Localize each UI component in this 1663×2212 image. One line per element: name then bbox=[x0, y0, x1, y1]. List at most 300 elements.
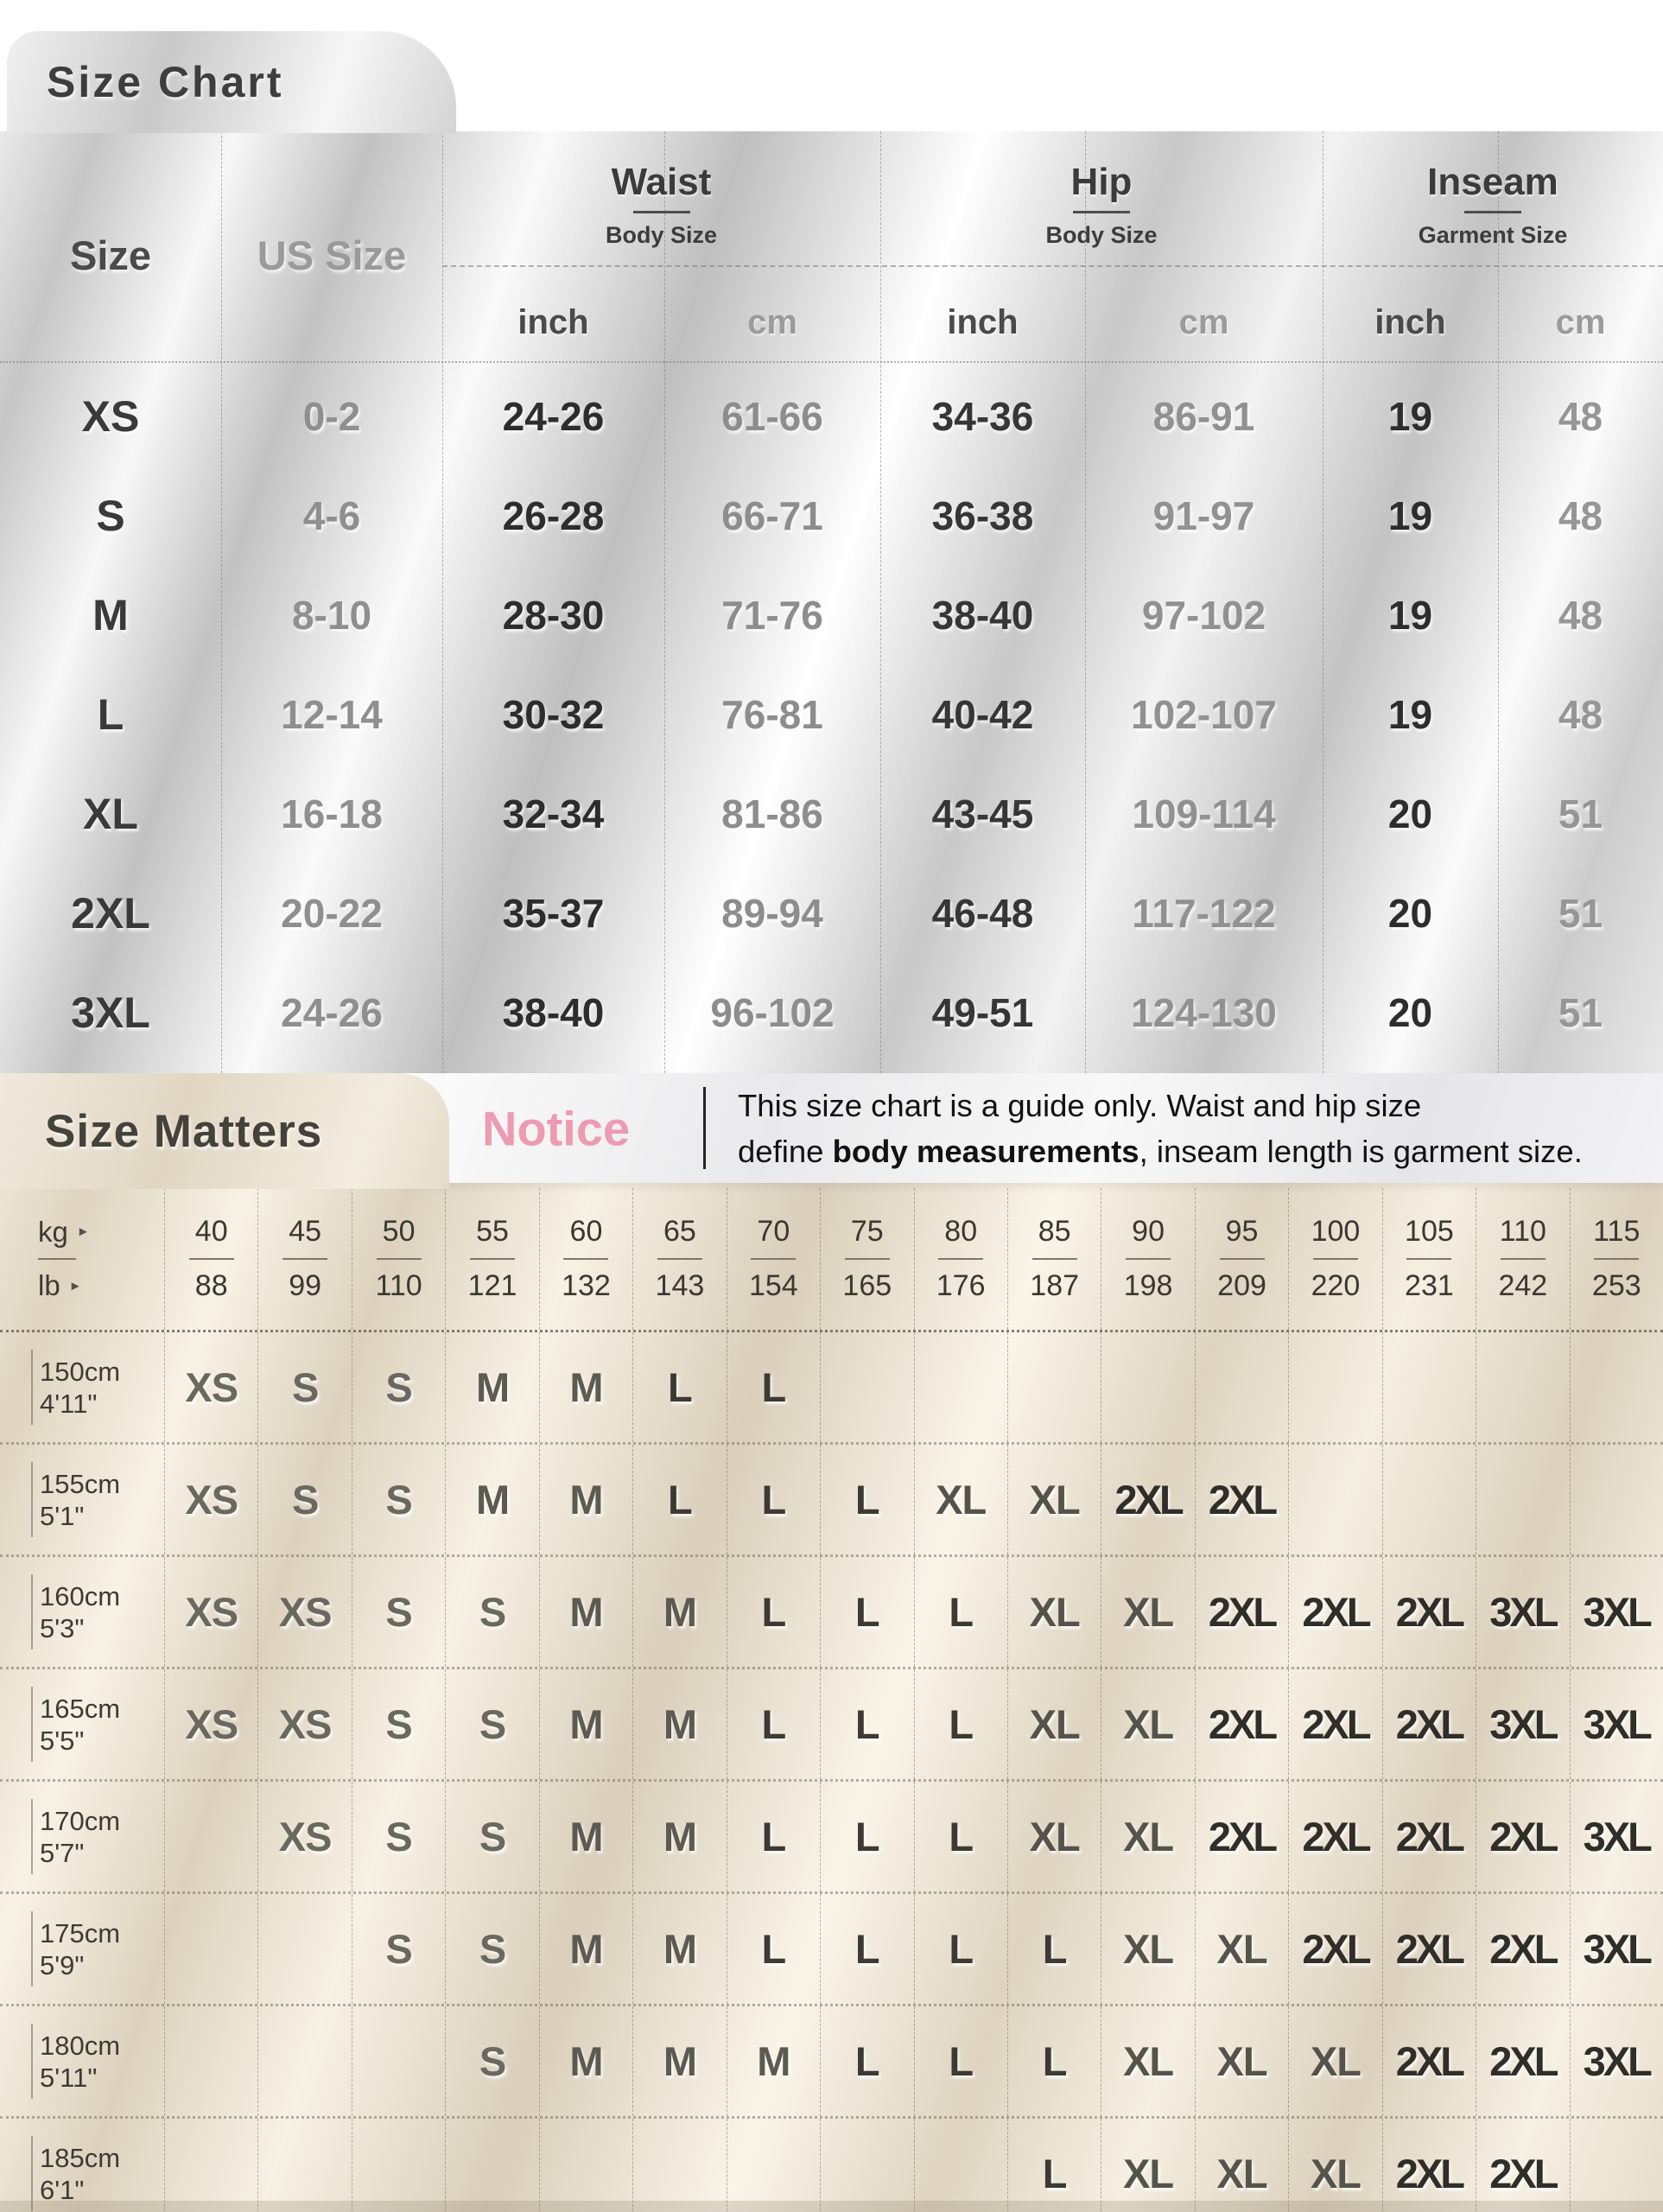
hip-inch-value: 34-36 bbox=[931, 393, 1034, 439]
height-ft: 5'3" bbox=[40, 1612, 85, 1643]
matrix-cell: XL bbox=[1007, 1669, 1101, 1779]
matrix-cell: M bbox=[632, 1894, 726, 2004]
matrix-cell: S bbox=[445, 1894, 538, 2004]
matrix-cell: XS bbox=[257, 1669, 351, 1779]
height-cm: 175cm bbox=[40, 1917, 121, 1948]
unit-divider-line bbox=[563, 1258, 608, 1261]
weight-header bbox=[0, 1188, 1663, 1330]
inseam-cm-header: cm bbox=[1555, 302, 1606, 341]
waist-inch-value: 32-34 bbox=[502, 791, 605, 837]
lb-label: lb ► bbox=[38, 1269, 82, 1302]
lb-value: 121 bbox=[467, 1269, 517, 1303]
weight-column bbox=[1007, 1188, 1101, 1330]
matrix-cell: XS bbox=[164, 1332, 257, 1442]
matrix-cell: M bbox=[539, 1557, 632, 1667]
size-chart-tab bbox=[7, 31, 456, 133]
matrix-cell: 2XL bbox=[1101, 1445, 1194, 1554]
matrix-cell: L bbox=[820, 1782, 913, 1891]
waist-cm-value: 89-94 bbox=[721, 891, 823, 937]
matrix-cell: M bbox=[539, 1669, 632, 1779]
table-row bbox=[0, 664, 1663, 764]
matrix-cell: XL bbox=[1101, 2119, 1194, 2212]
matrix-cell: L bbox=[820, 1445, 913, 1554]
matrix-cell: XL bbox=[1101, 1894, 1194, 2004]
matrix-cell: XL bbox=[914, 1445, 1007, 1554]
matrix-cell: M bbox=[445, 1332, 538, 1442]
unit-divider-line bbox=[1501, 1258, 1546, 1261]
waist-inch-header: inch bbox=[517, 302, 589, 341]
weight-column bbox=[352, 1188, 445, 1330]
matrix-cell: 3XL bbox=[1570, 1894, 1663, 2004]
matrix-cell: L bbox=[727, 1332, 820, 1442]
height-ft: 6'1" bbox=[40, 2174, 85, 2205]
matrix-cell bbox=[1007, 1332, 1101, 1442]
matrix-row bbox=[0, 1554, 1663, 1667]
height-label bbox=[0, 1557, 164, 1667]
unit-divider-line bbox=[1220, 1258, 1265, 1261]
matrix-cell bbox=[257, 2119, 351, 2212]
matrix-cell: 2XL bbox=[1288, 1669, 1381, 1779]
us-size-value: 4-6 bbox=[302, 493, 361, 538]
matrix-cell: XL bbox=[1101, 1557, 1194, 1667]
matrix-cell bbox=[1570, 2119, 1663, 2212]
matrix-row bbox=[0, 1891, 1663, 2004]
matrix-cell: L bbox=[914, 2006, 1007, 2116]
matrix-cell bbox=[914, 2119, 1007, 2212]
height-cm: 180cm bbox=[40, 2030, 121, 2061]
kg-value: 110 bbox=[1499, 1214, 1546, 1248]
inseam-cm-value: 48 bbox=[1558, 493, 1603, 538]
unit-divider-line bbox=[377, 1258, 422, 1261]
matrix-cell: S bbox=[352, 1894, 445, 2004]
height-cm: 160cm bbox=[40, 1580, 121, 1611]
matrix-cell bbox=[820, 2119, 913, 2212]
weight-column bbox=[820, 1188, 913, 1330]
us-size-value: 20-22 bbox=[281, 891, 383, 937]
size-matters-tab bbox=[0, 1073, 449, 1189]
kg-value: 55 bbox=[476, 1214, 509, 1248]
hip-inch-value: 38-40 bbox=[931, 592, 1034, 638]
height-ft: 5'1" bbox=[40, 1500, 85, 1531]
matrix-row bbox=[0, 1330, 1663, 1442]
matrix-cell: M bbox=[539, 1894, 632, 2004]
unit-divider-line bbox=[845, 1258, 890, 1261]
notice-label: Notice bbox=[482, 1101, 631, 1155]
lb-value: 165 bbox=[842, 1269, 892, 1303]
lb-value: 132 bbox=[562, 1269, 611, 1303]
height-label bbox=[0, 1669, 164, 1779]
weight-column bbox=[1195, 1188, 1288, 1330]
waist-cm-value: 96-102 bbox=[710, 990, 835, 1036]
inseam-inch-header: inch bbox=[1374, 302, 1446, 341]
us-size-value: 24-26 bbox=[281, 990, 383, 1036]
lb-value: 99 bbox=[289, 1269, 322, 1303]
matrix-cell bbox=[539, 2119, 632, 2212]
lb-value: 143 bbox=[655, 1269, 705, 1303]
height-weight-matrix bbox=[0, 1188, 1663, 2212]
matrix-cell bbox=[1288, 1445, 1381, 1554]
kg-value: 70 bbox=[757, 1214, 790, 1248]
size-value: XS bbox=[81, 391, 140, 441]
hip-column-group bbox=[880, 161, 1323, 249]
matrix-cell: M bbox=[539, 1332, 632, 1442]
matrix-cell: L bbox=[727, 1445, 820, 1554]
weight-column bbox=[914, 1188, 1007, 1330]
weight-column bbox=[1382, 1188, 1476, 1330]
lb-value: 209 bbox=[1217, 1269, 1266, 1303]
matrix-cell: 2XL bbox=[1288, 1782, 1381, 1891]
waist-inch-value: 30-32 bbox=[502, 691, 605, 737]
matrix-cell: 2XL bbox=[1476, 2006, 1569, 2116]
inseam-inch-value: 20 bbox=[1387, 791, 1433, 837]
matrix-cell bbox=[164, 1894, 257, 2004]
matrix-cell: 2XL bbox=[1382, 2006, 1476, 2116]
matrix-cell: M bbox=[632, 1669, 726, 1779]
matrix-cell bbox=[445, 2119, 538, 2212]
weight-column bbox=[1570, 1188, 1663, 1330]
size-value: 2XL bbox=[71, 889, 150, 938]
hip-cm-value: 97-102 bbox=[1141, 592, 1266, 638]
matrix-cell: M bbox=[727, 2006, 820, 2116]
height-cm: 165cm bbox=[40, 1693, 121, 1724]
hip-inch-value: 40-42 bbox=[931, 691, 1034, 737]
unit-divider-line bbox=[282, 1258, 327, 1261]
matrix-cell: XL bbox=[1101, 2006, 1194, 2116]
matrix-cell bbox=[352, 2006, 445, 2116]
matrix-row bbox=[0, 2004, 1663, 2116]
hip-inch-header: inch bbox=[947, 302, 1019, 341]
matrix-cell bbox=[1195, 1332, 1288, 1442]
matrix-cell: M bbox=[445, 1445, 538, 1554]
unit-divider-line bbox=[1594, 1258, 1639, 1261]
matrix-cell: L bbox=[1007, 2119, 1101, 2212]
matrix-cell: M bbox=[632, 2006, 726, 2116]
matrix-cell bbox=[914, 1332, 1007, 1442]
size-value: S bbox=[96, 491, 125, 540]
table-row bbox=[0, 963, 1663, 1063]
hip-cm-value: 102-107 bbox=[1131, 691, 1277, 737]
matrix-cell: 2XL bbox=[1382, 1669, 1476, 1779]
matrix-cell: XL bbox=[1007, 1557, 1101, 1667]
inseam-inch-value: 20 bbox=[1387, 990, 1433, 1036]
waist-cm-value: 81-86 bbox=[721, 791, 823, 837]
waist-header: Waist bbox=[611, 161, 712, 203]
matrix-cell: 2XL bbox=[1288, 1557, 1381, 1667]
size-value: XL bbox=[83, 790, 138, 839]
matrix-cell: XS bbox=[257, 1557, 351, 1667]
matrix-cell: XL bbox=[1195, 1894, 1288, 2004]
matrix-cell: 2XL bbox=[1195, 1782, 1288, 1891]
matrix-cell: 2XL bbox=[1382, 1894, 1476, 2004]
matrix-cell: S bbox=[445, 2006, 538, 2116]
kg-value: 100 bbox=[1311, 1214, 1361, 1248]
height-ft: 4'11" bbox=[40, 1388, 98, 1419]
waist-column-group bbox=[442, 161, 880, 249]
size-chart-section bbox=[0, 0, 1663, 1073]
weight-unit-labels bbox=[0, 1188, 164, 1330]
matrix-cell: L bbox=[727, 1782, 820, 1891]
matrix-cell: L bbox=[632, 1332, 726, 1442]
kg-value: 90 bbox=[1132, 1214, 1165, 1248]
table-row bbox=[0, 466, 1663, 565]
kg-value: 95 bbox=[1225, 1214, 1259, 1248]
waist-cm-header: cm bbox=[747, 302, 797, 341]
height-label bbox=[0, 1445, 164, 1554]
matrix-cell: S bbox=[352, 1557, 445, 1667]
lb-value: 242 bbox=[1498, 1269, 1548, 1303]
unit-divider-line bbox=[189, 1258, 234, 1261]
waist-cm-value: 61-66 bbox=[721, 393, 823, 439]
weight-column bbox=[445, 1188, 538, 1330]
matrix-cell: S bbox=[445, 1782, 538, 1891]
matrix-cell: S bbox=[352, 1332, 445, 1442]
matrix-cell: L bbox=[820, 1669, 913, 1779]
matrix-cell: XL bbox=[1288, 2119, 1381, 2212]
size-matters-section bbox=[0, 1073, 1663, 2212]
inseam-cm-value: 51 bbox=[1558, 990, 1603, 1036]
size-matters-title: Size Matters bbox=[45, 1105, 323, 1157]
matrix-cell: XL bbox=[1195, 2119, 1288, 2212]
matrix-cell: M bbox=[539, 2006, 632, 2116]
notice-line-2: define body measurements, inseam length is garment size. bbox=[738, 1133, 1583, 1169]
arrow-right-icon: ► bbox=[68, 1278, 82, 1294]
kg-value: 45 bbox=[289, 1214, 322, 1248]
matrix-cell: 2XL bbox=[1476, 2119, 1569, 2212]
lb-value: 231 bbox=[1405, 1269, 1454, 1303]
height-label bbox=[0, 1894, 164, 2004]
height-ft: 5'9" bbox=[40, 1949, 85, 1980]
kg-value: 85 bbox=[1038, 1214, 1071, 1248]
matrix-cell: XS bbox=[164, 1445, 257, 1554]
matrix-row bbox=[0, 1779, 1663, 1891]
table-row bbox=[0, 864, 1663, 963]
waist-cm-value: 76-81 bbox=[721, 691, 823, 737]
matrix-cell: 2XL bbox=[1195, 1557, 1288, 1667]
matrix-cell: L bbox=[727, 1557, 820, 1667]
matrix-cell: M bbox=[632, 1557, 726, 1667]
hip-inch-value: 46-48 bbox=[931, 891, 1034, 937]
matrix-cell bbox=[1101, 1332, 1194, 1442]
size-chart-table bbox=[0, 131, 1663, 1073]
size-column-header: Size bbox=[69, 232, 152, 278]
matrix-cell bbox=[727, 2119, 820, 2212]
size-table-body bbox=[0, 366, 1663, 1063]
lb-value: 253 bbox=[1591, 1269, 1641, 1303]
matrix-cell: S bbox=[352, 1782, 445, 1891]
unit-divider-line bbox=[1313, 1258, 1358, 1261]
matrix-cell bbox=[164, 2006, 257, 2116]
unit-divider-line bbox=[657, 1258, 702, 1261]
lb-value: 198 bbox=[1123, 1269, 1173, 1303]
us-size-value: 12-14 bbox=[281, 691, 383, 737]
kg-label: kg ► bbox=[38, 1215, 90, 1248]
matrix-cell: M bbox=[539, 1782, 632, 1891]
height-ft: 5'7" bbox=[40, 1837, 85, 1868]
hip-inch-value: 49-51 bbox=[931, 990, 1034, 1036]
weight-column bbox=[539, 1188, 632, 1330]
matrix-cell: XS bbox=[164, 1557, 257, 1667]
matrix-cell: 2XL bbox=[1195, 1445, 1288, 1554]
header-underline bbox=[633, 211, 690, 213]
hip-cm-value: 86-91 bbox=[1152, 393, 1255, 439]
matrix-cell bbox=[1476, 1332, 1569, 1442]
kg-value: 50 bbox=[382, 1214, 416, 1248]
matrix-cell: 2XL bbox=[1288, 1894, 1381, 2004]
waist-inch-value: 38-40 bbox=[502, 990, 605, 1036]
matrix-cell: L bbox=[820, 1557, 913, 1667]
weight-column bbox=[1476, 1188, 1569, 1330]
waist-inch-value: 24-26 bbox=[502, 393, 605, 439]
matrix-cell bbox=[1382, 1332, 1476, 1442]
matrix-cell bbox=[1288, 1332, 1381, 1442]
inseam-inch-value: 19 bbox=[1387, 393, 1433, 439]
hip-cm-value: 109-114 bbox=[1132, 791, 1276, 837]
inseam-inch-value: 19 bbox=[1387, 493, 1433, 538]
matrix-cell: S bbox=[445, 1557, 538, 1667]
inseam-cm-value: 51 bbox=[1558, 891, 1603, 937]
matrix-cell: L bbox=[914, 1557, 1007, 1667]
matrix-cell: XL bbox=[1288, 2006, 1381, 2116]
kg-value: 60 bbox=[569, 1214, 603, 1248]
waist-inch-value: 35-37 bbox=[502, 891, 605, 937]
kg-value: 105 bbox=[1405, 1214, 1454, 1248]
matrix-cell: L bbox=[914, 1894, 1007, 2004]
hip-inch-value: 36-38 bbox=[931, 493, 1034, 538]
matrix-cell: L bbox=[727, 1894, 820, 2004]
group-header-divider bbox=[442, 265, 1663, 267]
unit-header-row bbox=[0, 297, 1663, 347]
hip-cm-value: 117-122 bbox=[1132, 891, 1276, 937]
matrix-cell bbox=[1570, 1445, 1663, 1554]
matrix-cell bbox=[1476, 1445, 1569, 1554]
matrix-cell: S bbox=[352, 1669, 445, 1779]
header-bottom-divider bbox=[0, 361, 1663, 363]
matrix-cell: 2XL bbox=[1382, 1557, 1476, 1667]
matrix-cell: 3XL bbox=[1476, 1557, 1569, 1667]
matrix-cell: XL bbox=[1101, 1669, 1194, 1779]
notice-line-1: This size chart is a guide only. Waist and hip size bbox=[738, 1087, 1422, 1123]
matrix-cell bbox=[1570, 1332, 1663, 1442]
unit-divider-line bbox=[938, 1258, 983, 1261]
hip-inch-value: 43-45 bbox=[931, 791, 1034, 837]
matrix-cell: L bbox=[1007, 2006, 1101, 2116]
hip-cm-value: 124-130 bbox=[1131, 990, 1277, 1036]
height-label bbox=[0, 1782, 164, 1891]
matrix-cell: 3XL bbox=[1476, 1669, 1569, 1779]
size-value: 3XL bbox=[71, 988, 150, 1038]
unit-divider-line bbox=[1126, 1258, 1171, 1261]
matrix-cell: L bbox=[820, 2006, 913, 2116]
matrix-cell bbox=[820, 1332, 913, 1442]
inseam-inch-value: 19 bbox=[1387, 592, 1433, 638]
height-label bbox=[0, 2119, 164, 2212]
matrix-cell: S bbox=[352, 1445, 445, 1554]
us-size-value: 0-2 bbox=[302, 393, 361, 439]
height-label bbox=[0, 2006, 164, 2116]
matrix-cell bbox=[352, 2119, 445, 2212]
height-label bbox=[0, 1332, 164, 1442]
kg-value: 75 bbox=[850, 1214, 884, 1248]
waist-cm-value: 66-71 bbox=[721, 493, 823, 538]
weight-column bbox=[257, 1188, 351, 1330]
waist-inch-value: 26-28 bbox=[502, 493, 605, 538]
us-size-column-header: US Size bbox=[257, 232, 407, 278]
matrix-cell: 3XL bbox=[1570, 2006, 1663, 2116]
notice-divider bbox=[703, 1087, 706, 1169]
matrix-cell: 2XL bbox=[1382, 2119, 1476, 2212]
matrix-cell: 3XL bbox=[1570, 1669, 1663, 1779]
matrix-cell: XS bbox=[164, 1669, 257, 1779]
table-row bbox=[0, 565, 1663, 664]
lb-value: 88 bbox=[194, 1269, 228, 1303]
matrix-cell: L bbox=[820, 1894, 913, 2004]
matrix-row bbox=[0, 1442, 1663, 1554]
weight-column bbox=[1101, 1188, 1194, 1330]
kg-value: 40 bbox=[194, 1214, 228, 1248]
weight-column bbox=[1288, 1188, 1381, 1330]
matrix-row bbox=[0, 1667, 1663, 1779]
matrix-cell bbox=[1382, 1445, 1476, 1554]
matrix-row bbox=[0, 2116, 1663, 2212]
matrix-cell: S bbox=[257, 1445, 351, 1554]
hip-subheader: Body Size bbox=[1045, 222, 1158, 248]
matrix-cell: XL bbox=[1101, 1782, 1194, 1891]
notice-text bbox=[738, 1083, 1583, 1174]
inseam-inch-value: 20 bbox=[1387, 891, 1433, 937]
inseam-subheader: Garment Size bbox=[1418, 222, 1568, 248]
hip-cm-header: cm bbox=[1178, 302, 1229, 341]
matrix-cell: L bbox=[914, 1782, 1007, 1891]
matrix-cell: XL bbox=[1007, 1445, 1101, 1554]
us-size-value: 8-10 bbox=[291, 592, 372, 638]
kg-value: 65 bbox=[663, 1214, 696, 1248]
weight-column bbox=[632, 1188, 726, 1330]
unit-divider-line bbox=[470, 1258, 515, 1261]
unit-divider-line bbox=[1406, 1258, 1451, 1261]
matrix-cell: M bbox=[539, 1445, 632, 1554]
arrow-right-icon: ► bbox=[76, 1224, 90, 1240]
height-cm: 185cm bbox=[40, 2142, 121, 2173]
matrix-cell: XS bbox=[257, 1782, 351, 1891]
unit-divider-line bbox=[38, 1258, 76, 1261]
inseam-cm-value: 48 bbox=[1558, 592, 1603, 638]
inseam-column-group bbox=[1323, 161, 1663, 249]
weight-column bbox=[164, 1188, 257, 1330]
matrix-cell: M bbox=[632, 1782, 726, 1891]
table-row bbox=[0, 765, 1663, 864]
matrix-cell: 3XL bbox=[1570, 1782, 1663, 1891]
unit-divider-line bbox=[1032, 1258, 1077, 1261]
kg-value: 80 bbox=[944, 1214, 978, 1248]
header-underline bbox=[1073, 211, 1130, 213]
matrix-cell: XL bbox=[1007, 1782, 1101, 1891]
matrix-cell bbox=[257, 1894, 351, 2004]
height-ft: 5'11" bbox=[40, 2062, 98, 2093]
bottom-edge-strip bbox=[0, 2201, 1663, 2212]
matrix-cell: XL bbox=[1195, 2006, 1288, 2116]
lb-value: 154 bbox=[748, 1269, 798, 1303]
inseam-cm-value: 48 bbox=[1558, 393, 1603, 439]
matrix-cell: L bbox=[632, 1445, 726, 1554]
unit-divider-line bbox=[751, 1258, 796, 1261]
matrix-cell bbox=[164, 1782, 257, 1891]
matrix-cell: L bbox=[727, 1669, 820, 1779]
matrix-cell: L bbox=[1007, 1894, 1101, 2004]
waist-subheader: Body Size bbox=[605, 222, 718, 248]
height-matrix bbox=[0, 1330, 1663, 2212]
waist-cm-value: 71-76 bbox=[721, 592, 823, 638]
notice-bar bbox=[399, 1073, 1663, 1183]
